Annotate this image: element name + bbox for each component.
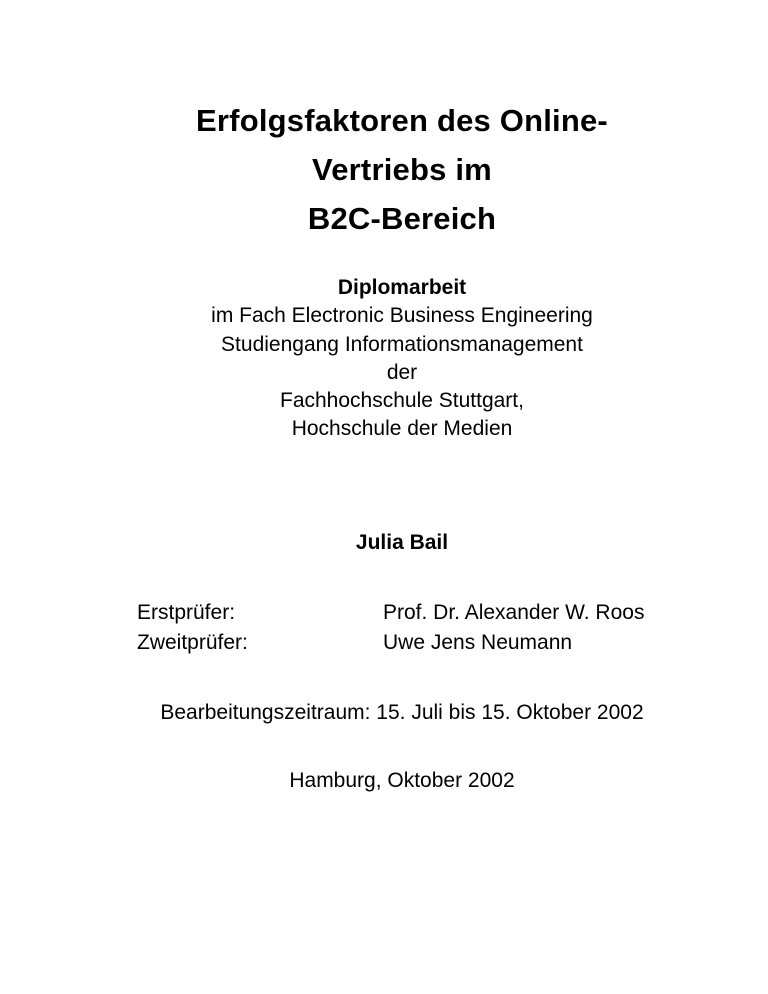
- place-and-date: Hamburg, Oktober 2002: [289, 769, 515, 792]
- processing-period: Bearbeitungszeitraum: 15. Juli bis 15. Oktober 2002: [160, 701, 644, 724]
- second-examiner-label: Zweitprüfer:: [137, 631, 248, 654]
- second-examiner-name: Uwe Jens Neumann: [383, 631, 573, 654]
- institution-line-1: Fachhochschule Stuttgart,: [280, 389, 524, 413]
- title-line-2: B2C-Bereich: [307, 201, 497, 236]
- thesis-info-block: [137, 274, 667, 444]
- examiners-block: [137, 598, 667, 658]
- second-examiner-row: [137, 628, 667, 658]
- connector-word: der: [386, 360, 418, 384]
- author-name: Julia Bail: [355, 531, 449, 554]
- first-examiner-name: Prof. Dr. Alexander W. Roos: [383, 601, 645, 624]
- thesis-subject: im Fach Electronic Business Engineering: [211, 304, 593, 328]
- first-examiner-row: [137, 598, 667, 628]
- study-program: Studiengang Informationsmanagement: [221, 332, 583, 356]
- institution-line-2: Hochschule der Medien: [291, 417, 513, 441]
- title-line-1: Erfolgsfaktoren des Online-Vertriebs im: [196, 103, 608, 187]
- thesis-type: Diplomarbeit: [337, 276, 467, 299]
- document-title: [137, 96, 667, 243]
- page-content: [137, 0, 667, 994]
- first-examiner-label: Erstprüfer:: [137, 601, 236, 624]
